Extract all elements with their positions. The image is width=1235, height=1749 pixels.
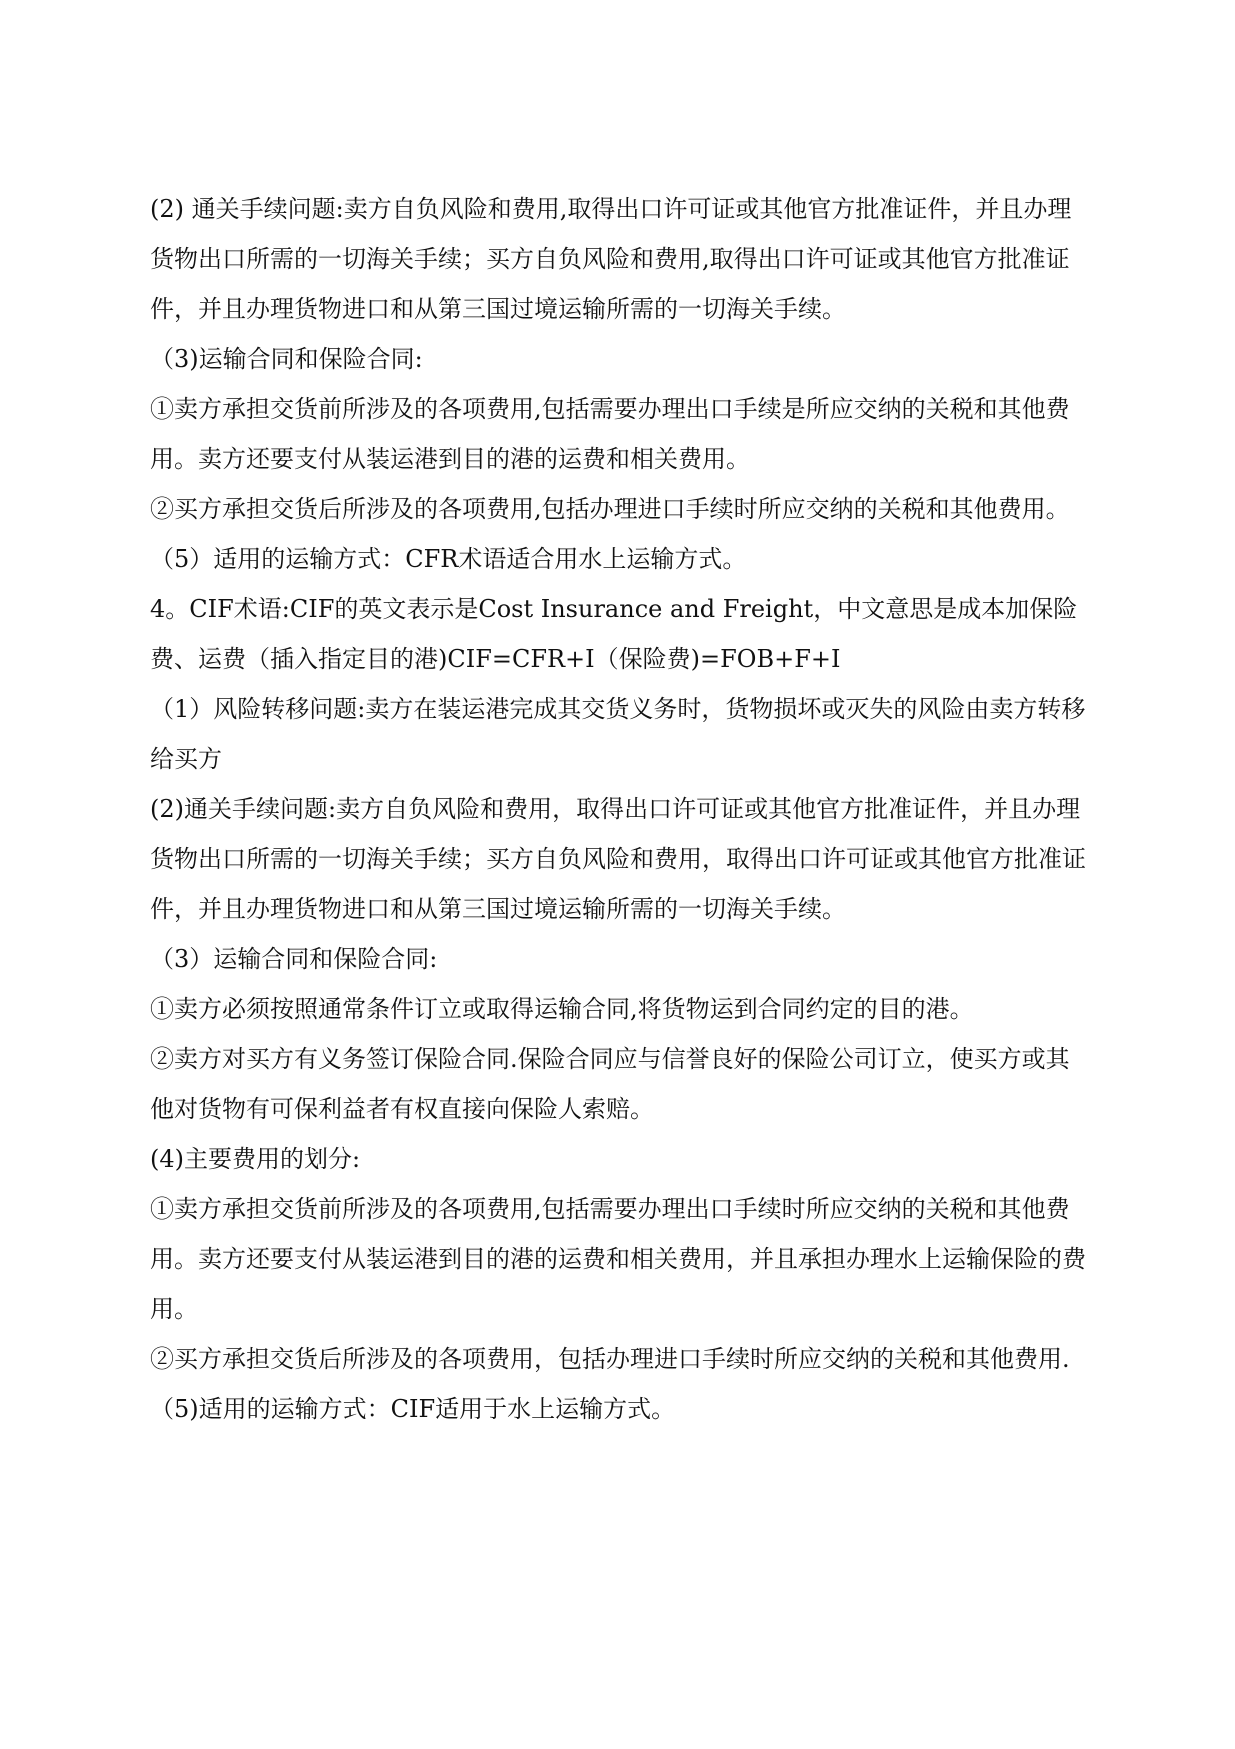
paragraph-seller-costs-cfr: ①卖方承担交货前所涉及的各项费用,包括需要办理出口手续是所应交纳的关税和其他费用。卖方还要支付从装运港到目的港的运费和相关费用。 bbox=[150, 395, 1070, 473]
paragraph-risk-transfer-cif: （1）风险转移问题:卖方在装运港完成其交货义务时，货物损坏或灭失的风险由卖方转移给买方 bbox=[150, 695, 1086, 773]
paragraph-transport-contract-cif: ①卖方必须按照通常条件订立或取得运输合同,将货物运到合同约定的目的港。 bbox=[150, 995, 974, 1023]
paragraph-customs-cfr: (2) 通关手续问题:卖方自负风险和费用,取得出口许可证或其他官方批准证件，并且办理货物出口所需的一切海关手续；买方自负风险和费用,取得出口许可证或其他官方批准证件，并且办理货物进口和从第三国过境运输所需的一切海关手续。 bbox=[150, 195, 1072, 323]
paragraph-cif-definition: 4。CIF术语:CIF的英文表示是Cost Insurance and Freight，中文意思是成本加保险费、运费（插入指定目的港)CIF=CFR+I（保险费)=FOB+F+I bbox=[150, 595, 1078, 673]
paragraph-customs-cif: (2)通关手续问题:卖方自负风险和费用，取得出口许可证或其他官方批准证件，并且办理货物出口所需的一切海关手续；买方自负风险和费用，取得出口许可证或其他官方批准证件，并且办理货物进口和从第三国过境运输所需的一切海关手续。 bbox=[150, 795, 1086, 923]
document-body bbox=[150, 184, 1090, 1434]
paragraph-heading-costs-cif: (4)主要费用的划分: bbox=[150, 1145, 361, 1173]
paragraph-buyer-costs-cfr: ②买方承担交货后所涉及的各项费用,包括办理进口手续时所应交纳的关税和其他费用。 bbox=[150, 495, 1070, 523]
paragraph-transport-mode-cfr: （5）适用的运输方式：CFR术语适合用水上运输方式。 bbox=[150, 545, 747, 573]
paragraph-seller-costs-cif: ①卖方承担交货前所涉及的各项费用,包括需要办理出口手续时所应交纳的关税和其他费用。卖方还要支付从装运港到目的港的运费和相关费用，并且承担办理水上运输保险的费用。 bbox=[150, 1195, 1086, 1323]
paragraph-heading-contracts-cif: （3）运输合同和保险合同: bbox=[150, 945, 438, 973]
paragraph-transport-mode-cif: （5)适用的运输方式：CIF适用于水上运输方式。 bbox=[150, 1395, 676, 1423]
paragraph-insurance-contract-cif: ②卖方对买方有义务签订保险合同.保险合同应与信誉良好的保险公司订立，使买方或其他对货物有可保利益者有权直接向保险人索赔。 bbox=[150, 1045, 1070, 1123]
paragraph-heading-contracts-cfr: （3)运输合同和保险合同: bbox=[150, 345, 423, 373]
paragraph-buyer-costs-cif: ②买方承担交货后所涉及的各项费用，包括办理进口手续时所应交纳的关税和其他费用. bbox=[150, 1345, 1070, 1373]
